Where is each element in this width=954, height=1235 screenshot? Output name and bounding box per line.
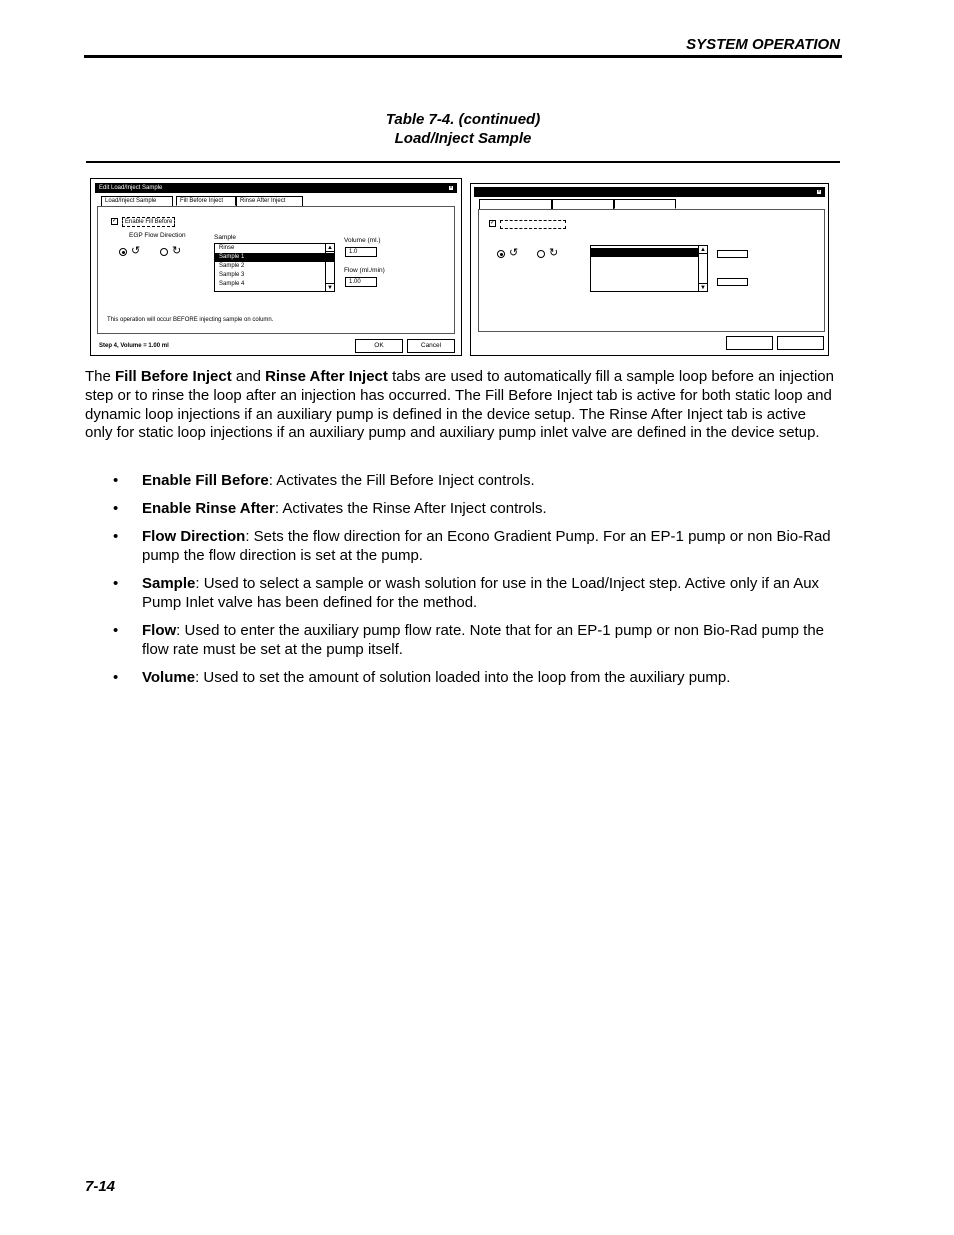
bullet-item — [113, 471, 843, 490]
blank-input-2[interactable] — [717, 278, 748, 286]
blank-listbox[interactable] — [590, 245, 708, 292]
paragraph-text: and — [231, 368, 266, 385]
bullet-term: Flow Direction — [142, 528, 246, 545]
edit-load-inject-dialog — [90, 178, 462, 356]
term-bold: Rinse After Inject — [265, 368, 388, 385]
bullet-item — [113, 621, 843, 659]
ok-button[interactable]: OK — [355, 339, 403, 353]
page-number: 7-14 — [85, 1178, 116, 1195]
flow-direction-label: EGP Flow Direction — [129, 232, 186, 239]
tab-load-inject-sample[interactable]: Load/Inject Sample — [101, 196, 173, 206]
blank-titlebar — [474, 187, 825, 197]
running-header: SYSTEM OPERATION — [686, 36, 840, 53]
sample-list-item[interactable]: Sample 1 — [215, 253, 334, 262]
bullet-glyph: • — [113, 500, 119, 517]
bullet-glyph: • — [113, 575, 119, 592]
clockwise-icon: ↻ — [172, 245, 182, 257]
bullet-term: Enable Rinse After — [142, 500, 275, 517]
status-text: Step 4, Volume = 1.00 ml — [99, 343, 169, 349]
scroll-up-icon[interactable]: ▲ — [700, 247, 706, 253]
bullet-term: Flow — [142, 622, 177, 639]
bullet-glyph: • — [113, 528, 119, 545]
clockwise-icon: ↻ — [549, 247, 559, 259]
sample-list-item[interactable]: Rinse — [219, 245, 235, 251]
blank-tab-2[interactable] — [552, 199, 614, 209]
blank-button-1[interactable] — [726, 336, 773, 350]
bullet-glyph: • — [113, 622, 119, 639]
enable-fill-before-label: Enable Fill Before — [122, 217, 175, 227]
operation-note: This operation will occur BEFORE injecting sample on column. — [107, 317, 274, 323]
sample-list — [215, 244, 334, 289]
flow-reverse-radio[interactable] — [160, 248, 168, 256]
caption-rule — [86, 161, 840, 163]
tab-rinse-after-inject[interactable]: Rinse After Inject — [236, 196, 303, 206]
bullet-text: : Used to enter the auxiliary pump flow rate. Note that for an EP-1 pump or non Bio-Rad pump the flow rate must be set at the pump itself. — [142, 622, 825, 658]
sample-list-item[interactable]: Sample 4 — [219, 281, 245, 287]
caption-line-1: Table 7-4. (continued) — [385, 111, 541, 128]
blank-radio-1[interactable] — [497, 250, 505, 258]
close-icon[interactable]: × — [817, 189, 821, 195]
bullet-text: : Activates the Fill Before Inject controls. — [268, 472, 535, 489]
sample-list-item[interactable]: Sample 3 — [219, 272, 245, 278]
volume-label: Volume (ml.) — [344, 237, 381, 244]
sample-listbox[interactable] — [214, 243, 335, 292]
blank-checkbox[interactable]: ✓ — [490, 220, 496, 226]
blank-checkbox-label — [500, 220, 566, 229]
sample-scrollbar[interactable] — [325, 244, 334, 291]
header-rule — [84, 55, 842, 58]
blank-selected-row — [591, 248, 698, 257]
counterclockwise-icon: ↺ — [131, 245, 141, 257]
scroll-down-icon[interactable]: ▼ — [327, 285, 333, 291]
paragraph-text: The — [85, 368, 116, 385]
sample-label: Sample — [214, 234, 237, 241]
blank-tab-panel — [478, 209, 825, 332]
blank-input-1[interactable] — [717, 250, 748, 258]
dialog-title: Edit Load/Inject Sample — [99, 185, 163, 191]
paragraph-text: tabs are used to automatically fill a sample loop before an injection step or to rinse the loop after an injection has occurred. The Fill Before Inject tab is active for both static loop and dynamic loop injections if an auxiliary pump is defined in the device setup. The Rinse After Inject tab is active only for static loop injections if an auxiliary pump and auxiliary pump inlet valve are defined in the device setup. — [85, 368, 834, 442]
bullet-list — [113, 471, 843, 696]
bullet-glyph: • — [113, 669, 119, 686]
tab-fill-before-inject[interactable]: Fill Before Inject — [176, 196, 236, 206]
bullet-term: Volume — [142, 669, 196, 686]
bullet-item — [113, 527, 843, 565]
counterclockwise-icon: ↺ — [509, 247, 519, 259]
blank-button-2[interactable] — [777, 336, 824, 350]
bullet-term: Enable Fill Before — [142, 472, 269, 489]
bullet-text: : Used to select a sample or wash solution for use in the Load/Inject step. Active only if an Aux Pump Inlet valve has been defined for the method. — [142, 575, 820, 611]
term-bold: Fill Before Inject — [115, 368, 232, 385]
close-icon[interactable]: × — [449, 185, 453, 191]
flow-input[interactable]: 1.00 — [345, 277, 377, 287]
flow-label: Flow (ml./min) — [344, 267, 385, 274]
bullet-text: : Activates the Rinse After Inject controls. — [274, 500, 547, 517]
bullet-item — [113, 499, 843, 518]
blank-scrollbar[interactable] — [698, 246, 707, 291]
flow-forward-radio[interactable] — [119, 248, 127, 256]
scroll-down-icon[interactable]: ▼ — [700, 285, 706, 291]
bullet-term: Sample — [142, 575, 196, 592]
bullet-item — [113, 574, 843, 612]
sample-list-item[interactable]: Sample 2 — [219, 263, 245, 269]
cancel-button[interactable]: Cancel — [407, 339, 455, 353]
dialog-titlebar — [95, 183, 457, 193]
enable-fill-before-checkbox[interactable]: ✓ — [112, 218, 118, 224]
bullet-glyph: • — [113, 472, 119, 489]
volume-input[interactable]: 1.0 — [345, 247, 377, 257]
bullet-text: : Sets the flow direction for an Econo Gradient Pump. For an EP-1 pump or non Bio-Rad pump the flow direction is set at the pump. — [142, 528, 831, 564]
scroll-up-icon[interactable]: ▲ — [327, 245, 333, 251]
caption-line-2: Load/Inject Sample — [394, 130, 532, 147]
blank-radio-2[interactable] — [537, 250, 545, 258]
blank-dialog-template — [470, 183, 829, 356]
bullet-text: : Used to set the amount of solution loaded into the loop from the auxiliary pump. — [195, 669, 731, 686]
blank-tab-3[interactable] — [614, 199, 676, 209]
bullet-item — [113, 668, 843, 687]
blank-tab-1[interactable] — [479, 199, 552, 209]
tab-panel — [97, 206, 455, 334]
table-caption — [84, 110, 842, 148]
intro-paragraph — [85, 368, 837, 443]
